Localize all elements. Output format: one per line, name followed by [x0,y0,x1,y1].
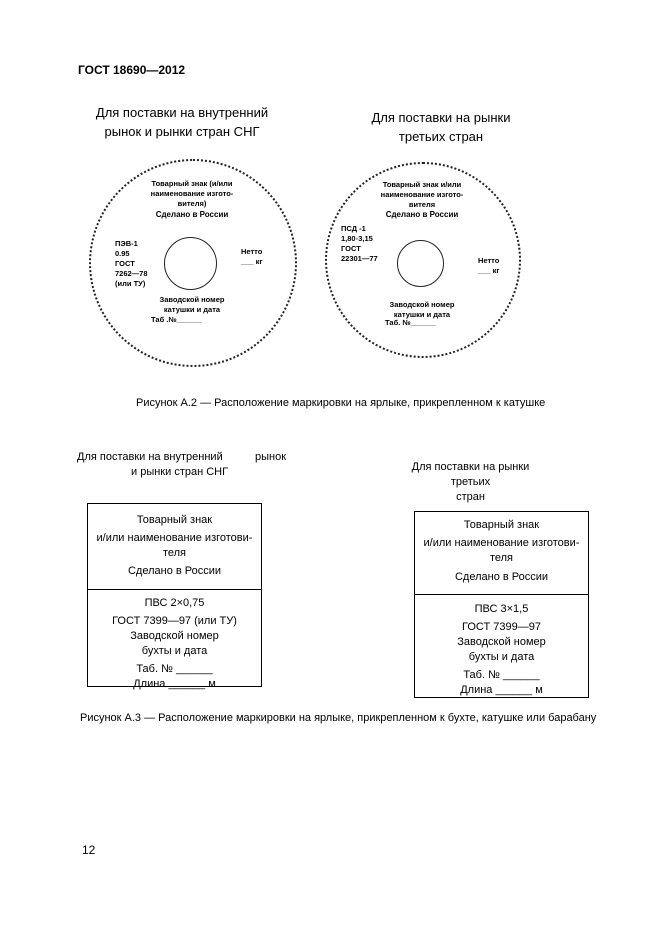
a2-left-title [82,103,282,141]
a3-left-serial-2: бухты и дата [141,645,208,657]
a3-left-tab: Таб. № ______ [136,663,213,675]
left-disc-serial [127,295,257,315]
a2-right-title [346,108,536,146]
a3-left-label [87,503,262,690]
right-disc-serial-1: Заводской номер [389,300,455,309]
document-number: ГОСТ 18690—2012 [78,63,186,77]
left-disc-net-1: Нетто [241,247,263,256]
right-disc-spec-3: ГОСТ [341,244,361,253]
a3-left-made-in: Сделано в России [127,565,222,577]
left-disc-trademark-2: наименование изгото- [150,189,234,198]
a3-left-manufacturer-2: теля [162,547,187,559]
a3-left-trademark: Товарный знак [136,514,213,526]
a2-right-title-line2: третьих стран [398,129,484,144]
left-disc-spec-4: 7262—78 [115,269,148,278]
figure-a3-caption: Рисунок А.3 — Расположение маркировки на ярлыке, прикрепленном к бухте, катушке или барабану [80,712,597,724]
a2-left-title-line1: Для поставки на внутренний [95,105,269,120]
a3-right-manufacturer-2: теля [489,552,514,564]
a3-left-serial-1: Заводской номер [130,630,219,642]
a3-right-length: Длина ______ м [460,684,543,696]
right-disc-net [478,256,499,276]
a3-right-serial-1: Заводской номер [457,636,546,648]
right-disc-spec [341,224,378,264]
right-disc-spec-2: 1,80◦3,15 [341,234,373,243]
left-disc-hole [164,237,217,290]
left-disc-spec [115,239,148,289]
right-disc-spec-4: 22301—77 [341,254,378,263]
right-disc-hole [397,240,444,287]
a3-right-title-line1: Для поставки на рынки третьих [411,461,530,488]
a3-left-gost: ГОСТ 7399—97 (или ТУ) [112,615,237,627]
a3-right-tab: Таб. № ______ [463,669,540,681]
a3-left-title-part1: Для поставки на внутренний [77,451,223,463]
a3-left-title [77,450,297,480]
a3-right-product: ПВС 3×1,5 [474,603,529,615]
a3-left-manufacturer-1: и/или наименование изготови- [96,532,253,544]
a2-left-title-line2: рынок и рынки стран СНГ [104,124,260,139]
right-disc-trademark-2: наименование изгото- [380,190,464,199]
right-disc-serial-2: катушки и дата [393,310,451,319]
right-disc-net-2: ___ кг [478,266,500,275]
left-disc-serial-2: катушки и дата [163,305,221,314]
a3-right-label [414,511,589,698]
a3-left-product: ПВС 2×0,75 [144,597,205,609]
a3-left-length: Длина ______ м [133,678,216,690]
right-disc-trademark-3: вителя [408,200,436,209]
a2-left-disc [89,159,297,367]
a3-right-manufacturer-1: и/или наименование изготови- [423,537,580,549]
left-disc-spec-1: ПЭВ-1 [115,239,138,248]
page-number: 12 [82,843,96,857]
left-disc-trademark-1: Товарный знак (и/или [151,179,233,188]
right-disc-trademark [357,180,487,210]
left-disc-trademark-3: вителя) [177,199,207,208]
right-disc-net-1: Нетто [478,256,500,265]
a3-left-title-line2: и рынки стран СНГ [131,466,229,478]
a3-right-title-line2: стран [456,491,485,503]
left-disc-made-in: Сделано в России [155,210,229,219]
a3-right-gost: ГОСТ 7399—97 [462,621,541,633]
left-disc-serial-1: Заводской номер [159,295,225,304]
left-disc-spec-3: ГОСТ [115,259,135,268]
left-disc-spec-2: 0.95 [115,249,130,258]
a3-right-label-bottom [415,595,588,698]
figure-a2-caption: Рисунок А.2 — Расположение маркировки на ярлыке, прикрепленном к катушке [136,397,546,409]
a2-right-disc [325,162,521,358]
right-disc-spec-1: ПСД -1 [341,224,366,233]
a3-right-label-top [415,512,588,594]
a3-right-made-in: Сделано в России [454,571,549,583]
a2-right-title-line1: Для поставки на рынки [371,110,511,125]
a3-left-label-bottom [88,590,261,692]
left-disc-net-2: ___ кг [241,257,263,266]
right-disc-trademark-1: Товарный знак и/или [382,180,462,189]
a3-right-trademark: Товарный знак [463,519,540,531]
right-disc-tab: Таб. №______ [385,318,436,327]
a3-right-title [398,460,543,505]
left-disc-spec-5: (или ТУ) [115,279,146,288]
left-disc-tab: Таб .№______ [151,315,202,324]
a3-left-title-part2: рынок [255,451,287,463]
a3-left-label-top [88,504,261,589]
left-disc-trademark [127,179,257,209]
a3-right-serial-2: бухты и дата [468,651,535,663]
right-disc-made-in: Сделано в России [385,210,459,219]
right-disc-serial [357,300,487,320]
left-disc-net [241,247,262,267]
